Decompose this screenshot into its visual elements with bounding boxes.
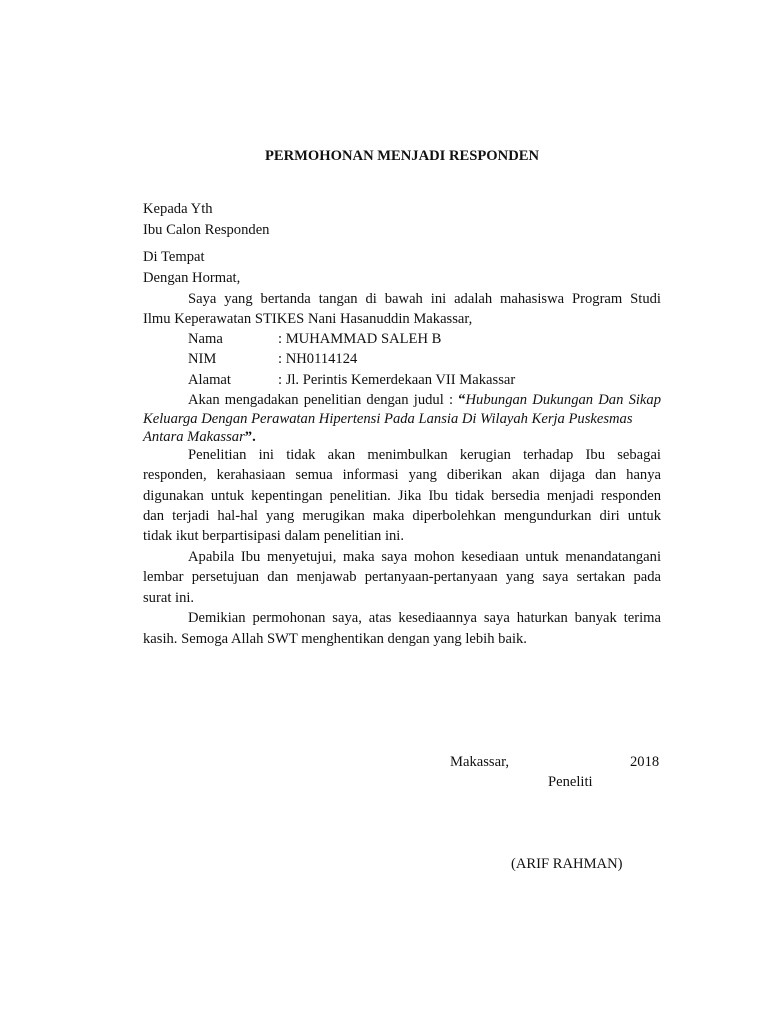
greeting: Dengan Hormat, <box>143 270 241 286</box>
signature-city: Makassar, <box>450 754 509 770</box>
research-title-line-2: Keluarga Dengan Perawatan Hipertensi Pada Lansia Di Wilayah Kerja Puskesmas <box>143 411 633 427</box>
paragraph3-line-2: lembar persetujuan dan menjawab pertanyaan-pertanyaan yang saya sertakan pada <box>143 569 661 585</box>
research-title-line-3: Antara Makassar <box>143 429 245 445</box>
identity-nim-label: NIM <box>188 351 217 367</box>
identity-nim-value: : NH0114124 <box>278 351 358 367</box>
paragraph2-line-3: digunakan untuk kepentingan penelitian. Jika Ibu tidak bersedia menjadi responden <box>143 488 661 504</box>
research-open-quote: “ <box>458 392 466 408</box>
identity-name-label: Nama <box>188 331 223 347</box>
identity-name-row <box>143 330 661 348</box>
research-title-line-1: Hubungan Dukungan Dan Sikap <box>465 392 661 408</box>
signature-role: Peneliti <box>548 774 593 790</box>
document-title: PERMOHONAN MENJADI RESPONDEN <box>264 148 540 164</box>
paragraph2-line-4: dan terjadi hal-hal yang merugikan maka diperbolehkan mengundurkan diri untuk <box>143 508 661 524</box>
identity-name-value: : MUHAMMAD SALEH B <box>278 331 442 347</box>
paragraph3-line-1: Apabila Ibu menyetujui, maka saya mohon kesediaan untuk menandatangani <box>188 549 661 565</box>
intro-line-1: Saya yang bertanda tangan di bawah ini adalah mahasiswa Program Studi <box>188 291 661 307</box>
paragraph2-line-2: responden, kerahasiaan semua informasi yang diberikan akan dijaga dan hanya <box>143 467 661 483</box>
identity-address-label: Alamat <box>188 372 231 388</box>
address-line-2: Ibu Calon Responden <box>143 222 270 238</box>
paragraph2-line-5: tidak ikut berpartisipasi dalam penelitian ini. <box>143 528 404 544</box>
research-line-1 <box>143 391 661 409</box>
document-page <box>143 0 661 1024</box>
paragraph4-line-2: kasih. Semoga Allah SWT menghentikan dengan yang lebih baik. <box>143 631 527 647</box>
research-prefix: Akan mengadakan penelitian dengan judul : <box>188 392 459 408</box>
intro-line-2: Ilmu Keperawatan STIKES Nani Hasanuddin Makassar, <box>143 311 473 327</box>
identity-address-row <box>143 371 661 389</box>
identity-nim-row <box>143 350 661 368</box>
paragraph3-line-3: surat ini. <box>143 590 195 606</box>
paragraph2-line-1: Penelitian ini tidak akan menimbulkan kerugian terhadap Ibu sebagai <box>188 447 661 463</box>
signature-year: 2018 <box>630 754 660 770</box>
address-line-3: Di Tempat <box>143 249 205 265</box>
signature-name: (ARIF RAHMAN) <box>511 856 623 872</box>
identity-address-value: : Jl. Perintis Kemerdekaan VII Makassar <box>278 372 516 388</box>
research-line-3 <box>143 428 256 446</box>
research-close-quote: ”. <box>244 429 256 445</box>
paragraph4-line-1: Demikian permohonan saya, atas kesediaannya saya haturkan banyak terima <box>188 610 661 626</box>
research-line-2 <box>143 410 633 428</box>
address-line-1: Kepada Yth <box>143 201 213 217</box>
